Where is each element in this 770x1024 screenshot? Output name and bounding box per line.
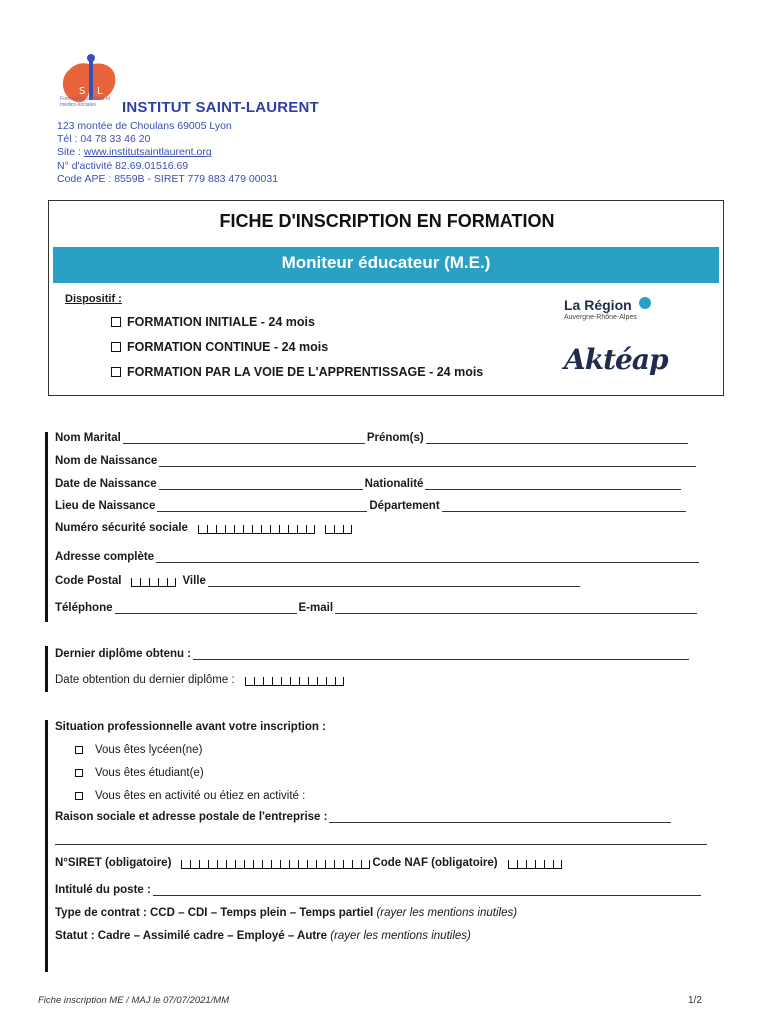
prenoms-field[interactable] [426, 433, 688, 444]
svg-text:L: L [97, 86, 103, 97]
naf-label: Code NAF (obligatoire) [372, 857, 498, 869]
site-link[interactable]: www.institutsaintlaurent.org [83, 146, 212, 159]
institute-address-block [57, 120, 278, 186]
row-lieu-departement [55, 500, 688, 512]
intitule-field[interactable] [153, 885, 701, 896]
row-siret-naf [55, 857, 562, 869]
checkbox-icon[interactable] [111, 367, 121, 377]
logo-tagline: Formations sociales et médico-sociales [60, 96, 111, 108]
nom-marital-field[interactable] [123, 433, 365, 444]
formation-banner [53, 247, 719, 283]
raison-sociale-field[interactable] [329, 812, 671, 823]
nom-naissance-field[interactable] [159, 456, 696, 467]
date-obtention-label: Date obtention du dernier diplôme : [55, 674, 235, 686]
choice-etudiant[interactable] [75, 767, 204, 779]
siret-label: N°SIRET (obligatoire) [55, 857, 172, 869]
dernier-diplome-label: Dernier diplôme obtenu : [55, 648, 192, 660]
row-contrat [55, 907, 517, 919]
region-title: La Région [564, 297, 632, 313]
secu-key-field[interactable] [325, 523, 352, 534]
checkbox-icon[interactable] [75, 792, 83, 800]
footer-version: Fiche inscription ME / MAJ le 07/07/2021/MM [38, 995, 230, 1006]
row-secu [55, 522, 352, 534]
row-dernier-diplome [55, 648, 691, 660]
choice-lyceen[interactable] [75, 744, 202, 756]
nationalite-field[interactable] [425, 479, 681, 490]
checkbox-icon[interactable] [111, 317, 121, 327]
lieu-naissance-field[interactable] [157, 501, 367, 512]
option-formation-continue[interactable] [111, 340, 328, 354]
telephone-field[interactable] [115, 603, 297, 614]
code-postal-label: Code Postal [55, 575, 122, 587]
ville-field[interactable] [208, 576, 580, 587]
formation-name: Moniteur éducateur (M.E.) [281, 253, 491, 272]
section-bar-diploma [45, 646, 48, 692]
siret-field[interactable] [181, 858, 370, 869]
activity-line: N° d'activité 82.69.01516.69 [57, 159, 189, 172]
row-cp-ville [55, 575, 582, 587]
departement-field[interactable] [442, 501, 686, 512]
site-label: Site : [57, 146, 84, 159]
raison-sociale-field-line2[interactable] [55, 834, 707, 845]
date-naissance-field[interactable] [159, 479, 363, 490]
nom-naissance-label: Nom de Naissance [55, 455, 158, 467]
checkbox-icon[interactable] [75, 769, 83, 777]
row-raison-sociale-cont [55, 834, 707, 845]
choice-activite[interactable] [75, 790, 305, 802]
departement-label: Département [369, 500, 440, 512]
option-label: FORMATION PAR LA VOIE DE L'APPRENTISSAGE - 24 mois [127, 365, 484, 379]
code-postal-field[interactable] [131, 576, 176, 587]
secu-label: Numéro sécurité sociale [55, 522, 188, 534]
choice-label: Vous êtes en activité ou étiez en activité : [95, 790, 306, 802]
section-bar-identity [45, 432, 48, 622]
ville-label: Ville [182, 575, 206, 587]
secu-number-field[interactable] [198, 523, 315, 534]
telephone-label: Téléphone [55, 602, 113, 614]
row-adresse [55, 551, 701, 563]
dernier-diplome-field[interactable] [193, 649, 689, 660]
lieu-naissance-label: Lieu de Naissance [55, 500, 156, 512]
intitule-label: Intitulé du poste : [55, 884, 151, 896]
section-bar-situation [45, 720, 48, 972]
choice-label: Vous êtes lycéen(ne) [95, 744, 203, 756]
contrat-note: (rayer les mentions inutiles) [376, 907, 518, 919]
email-label: E-mail [298, 602, 334, 614]
checkbox-icon[interactable] [111, 342, 121, 352]
nationalite-label: Nationalité [364, 478, 424, 490]
row-statut [55, 930, 471, 942]
adresse-field[interactable] [156, 552, 699, 563]
naf-field[interactable] [508, 858, 562, 869]
ape-siret-line: Code APE : 8559B - SIRET 779 883 479 00031 [57, 172, 279, 185]
option-formation-initiale[interactable] [111, 315, 315, 329]
adresse-label: Adresse complète [55, 551, 155, 563]
email-field[interactable] [335, 603, 697, 614]
prenoms-label: Prénom(s) [366, 432, 424, 444]
site-line [57, 146, 278, 159]
address-line: 123 montée de Choulans 69005 Lyon [57, 120, 232, 132]
situation-heading: Situation professionnelle avant votre inscription : [55, 721, 326, 733]
option-apprentissage[interactable] [111, 365, 483, 379]
option-label: FORMATION INITIALE - 24 mois [127, 315, 315, 329]
row-date-obtention [55, 674, 344, 686]
row-nom-naissance [55, 455, 698, 467]
row-intitule [55, 884, 703, 896]
choice-label: Vous êtes étudiant(e) [95, 767, 204, 779]
footer-page-number: 1/2 [688, 995, 702, 1006]
contrat-label: Type de contrat : CCD – CDI – Temps plein – Temps partiel [55, 907, 374, 919]
raison-sociale-label: Raison sociale et adresse postale de l'entreprise : [55, 811, 328, 823]
date-naissance-label: Date de Naissance [55, 478, 157, 490]
row-nom-prenom [55, 432, 690, 444]
region-subtitle: Auvergne-Rhône-Alpes [564, 314, 637, 321]
akteap-logo: Aktéap [564, 343, 668, 376]
date-obtention-field[interactable] [245, 675, 344, 686]
row-date-nationalite [55, 478, 683, 490]
institute-name: INSTITUT SAINT-LAURENT [122, 99, 319, 116]
option-label: FORMATION CONTINUE - 24 mois [127, 340, 329, 354]
dispositif-label: Dispositif : [65, 293, 122, 305]
region-dot-icon [639, 297, 651, 309]
region-logo [564, 297, 637, 321]
phone-line: Tél : 04 78 33 46 20 [57, 133, 151, 146]
svg-text:S: S [79, 86, 86, 97]
row-raison-sociale [55, 811, 673, 823]
formation-box [48, 200, 724, 396]
form-title: FICHE D'INSCRIPTION EN FORMATION [219, 211, 555, 231]
nom-marital-label: Nom Marital [55, 432, 121, 444]
statut-label: Statut : Cadre – Assimilé cadre – Employé – Autre [55, 930, 328, 942]
row-tel-email [55, 602, 699, 614]
checkbox-icon[interactable] [75, 746, 83, 754]
statut-note: (rayer les mentions inutiles) [330, 930, 471, 942]
